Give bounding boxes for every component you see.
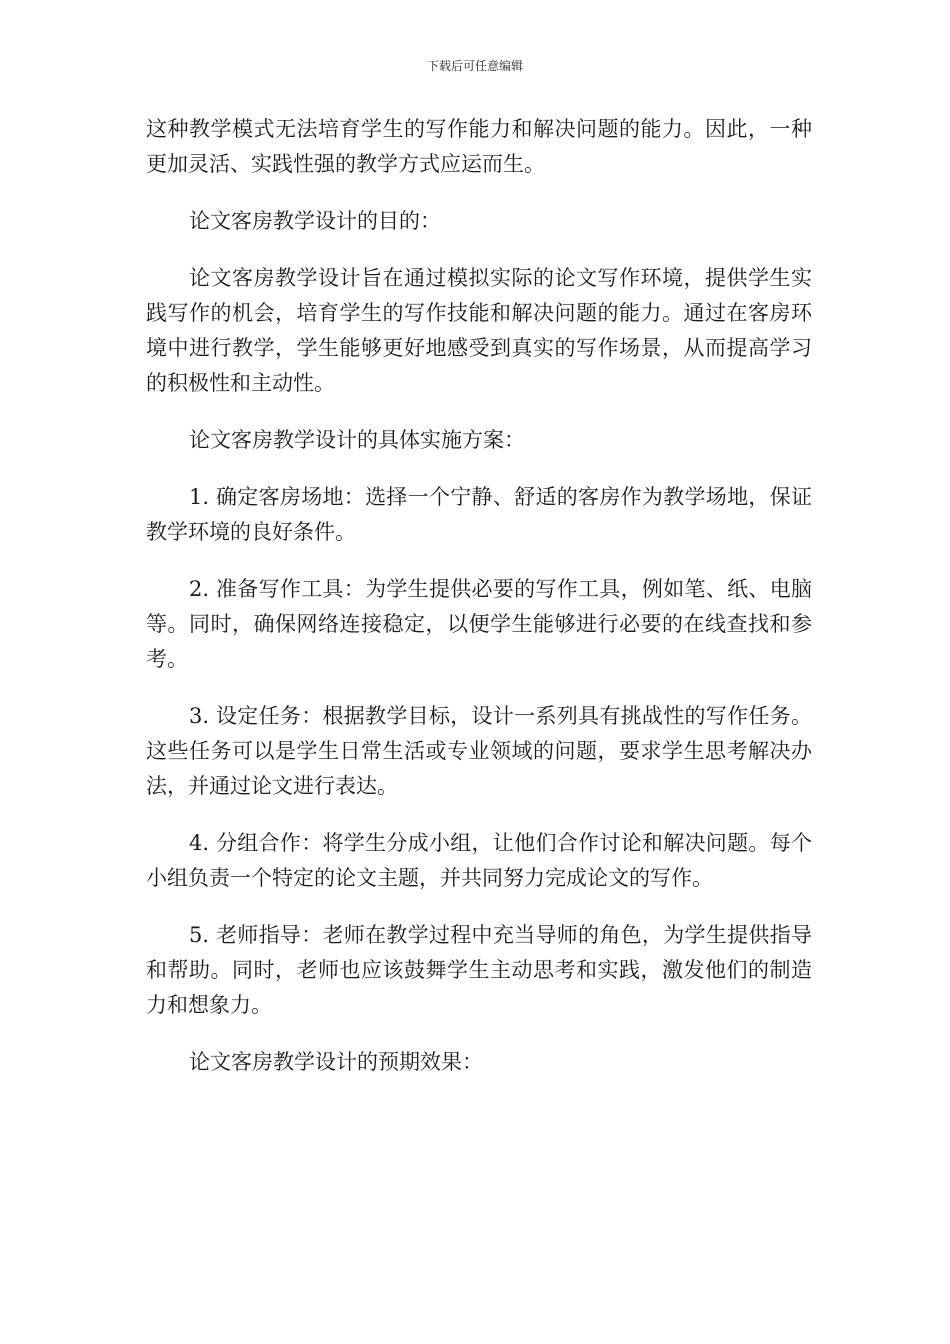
list-item-2: 2. 准备写作工具：为学生提供必要的写作工具，例如笔、纸、电脑等。同时，确保网络连接稳定，以便学生能够进行必要的在线查找和参考。: [146, 577, 812, 671]
document-body: [146, 112, 812, 1102]
paragraph-continuation: 这种教学模式无法培育学生的写作能力和解决问题的能力。因此，一种更加灵活、实践性强的教学方式应运而生。: [146, 117, 812, 176]
page-header: 下载后可任意编辑: [426, 59, 523, 73]
paragraph-purpose: 论文客房教学设计旨在通过模拟实际的论文写作环境，提供学生实践写作的机会，培育学生的写作技能和解决问题的能力。通过在客房环境中进行教学，学生能够更好地感受到真实的写作场景，从而提高学习的积极性和主动性。: [146, 266, 812, 395]
section-heading-purpose: 论文客房教学设计的目的：: [189, 209, 441, 233]
list-item-5: 5. 老师指导：老师在教学过程中充当导师的角色，为学生提供指导和帮助。同时，老师也应该鼓舞学生主动思考和实践，激发他们的制造力和想象力。: [146, 923, 812, 1017]
list-item-1: 1. 确定客房场地：选择一个宁静、舒适的客房作为教学场地，保证教学环境的良好条件。: [146, 485, 812, 544]
section-heading-expected-results: 论文客房教学设计的预期效果：: [189, 1050, 483, 1074]
list-item-4: 4. 分组合作：将学生分成小组，让他们合作讨论和解决问题。每个小组负责一个特定的论文主题，并共同努力完成论文的写作。: [146, 831, 812, 890]
list-item-3: 3. 设定任务：根据教学目标，设计一系列具有挑战性的写作任务。这些任务可以是学生日常生活或专业领域的问题，要求学生思考解决办法，并通过论文进行表达。: [146, 704, 812, 798]
section-heading-implementation: 论文客房教学设计的具体实施方案：: [189, 428, 525, 452]
